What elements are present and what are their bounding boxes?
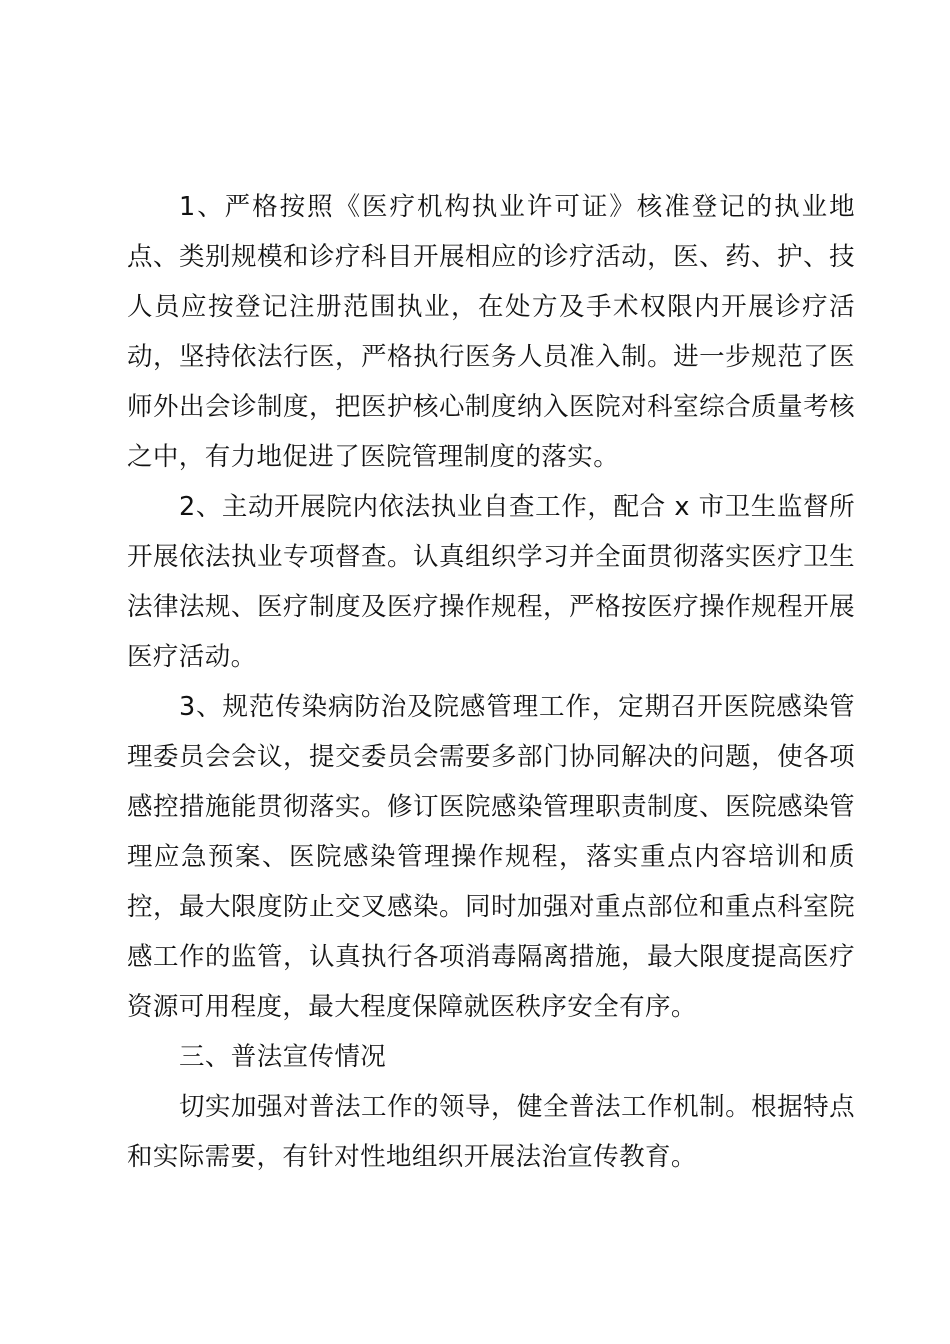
closing-paragraph: 切实加强对普法工作的领导，健全普法工作机制。根据特点和实际需要，有针对性地组织开展法治宣传教育。 [127,1092,855,1172]
paragraph-1: 1、严格按照《医疗机构执业许可证》核准登记的执业地点、类别规模和诊疗科目开展相应的诊疗活动，医、药、护、技人员应按登记注册范围执业，在处方及手术权限内开展诊疗活动，坚持依法行医，严格执行医务人员准入制。进一步规范了医师外出会诊制度，把医护核心制度纳入医院对科室综合质量考核之中，有力地促进了医院管理制度的落实。 [127,192,855,472]
paragraph-2: 2、主动开展院内依法执业自查工作，配合 x 市卫生监督所开展依法执业专项督查。认真组织学习并全面贯彻落实医疗卫生法律法规、医疗制度及医疗操作规程，严格按医疗操作规程开展医疗活动。 [127,492,855,672]
document-body [127,182,855,1182]
paragraph-3: 3、规范传染病防治及院感管理工作，定期召开医院感染管理委员会会议，提交委员会需要多部门协同解决的问题，使各项感控措施能贯彻落实。修订医院感染管理职责制度、医院感染管理应急预案、医院感染管理操作规程，落实重点内容培训和质控，最大限度防止交叉感染。同时加强对重点部位和重点科室院感工作的监管，认真执行各项消毒隔离措施，最大限度提高医疗资源可用程度，最大程度保障就医秩序安全有序。 [127,692,855,1022]
section-heading: 三、普法宣传情况 [179,1042,387,1072]
